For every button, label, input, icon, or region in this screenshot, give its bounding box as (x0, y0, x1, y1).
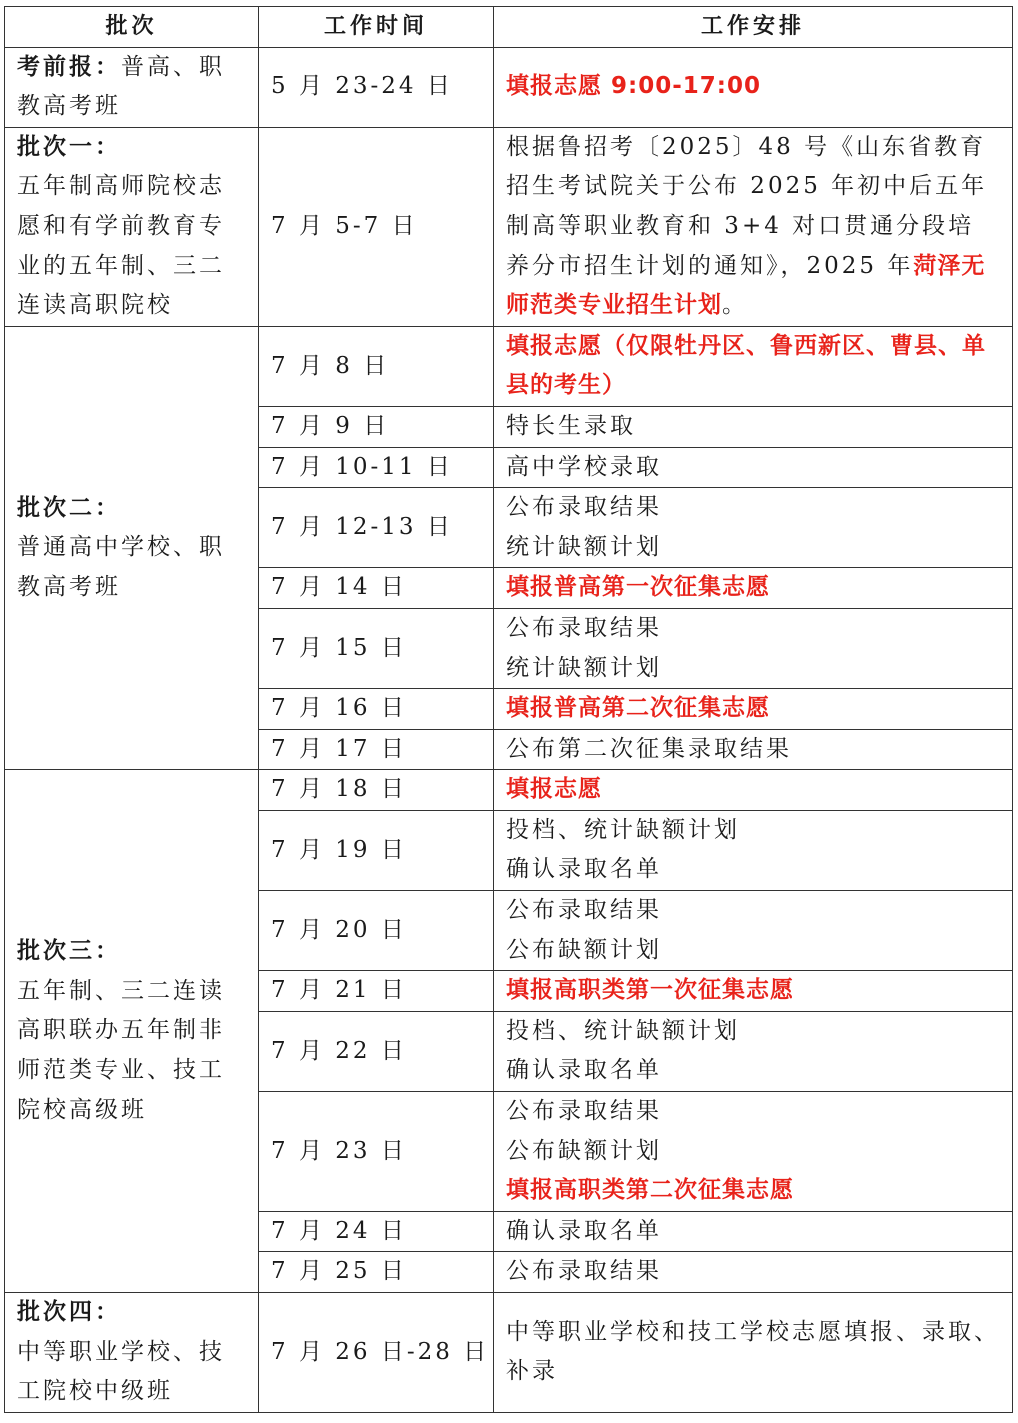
batch-title: 批次四： (17, 1299, 121, 1325)
time-cell: 7 月 20 日 (259, 891, 494, 971)
task-cell (494, 1092, 1013, 1212)
task-line: 投档、统计缺额计划 (506, 816, 740, 843)
batch-desc: 普通高中学校、职教高考班 (17, 534, 225, 600)
task-highlight: 填报志愿 9:00-17:00 (506, 73, 761, 100)
batch-title: 批次一： (17, 133, 121, 160)
task-line: 投档、统计缺额计划 (506, 1017, 740, 1044)
batch-cell-3 (5, 770, 259, 1293)
table-row (5, 770, 1013, 811)
header-batch: 批次 (5, 7, 259, 48)
time-cell: 7 月 18 日 (259, 770, 494, 811)
task-line: 确认录取名单 (506, 856, 662, 883)
table-row (5, 47, 1013, 127)
task-cell (494, 810, 1013, 890)
batch-title: 考前报： (17, 53, 121, 80)
time-cell: 7 月 26 日-28 日 (259, 1293, 494, 1413)
table-row (5, 326, 1013, 406)
batch-desc: 普高、职教高考班 (17, 53, 225, 120)
batch-cell-4 (5, 1293, 259, 1413)
task-cell: 中等职业学校和技工学校志愿填报、录取、补录 (494, 1293, 1013, 1413)
batch-desc: 中等职业学校、技工院校中级班 (17, 1338, 225, 1405)
batch-cell-1 (5, 127, 259, 326)
table-row (5, 1293, 1013, 1413)
header-arrangement: 工作安排 (494, 7, 1013, 48)
task-cell (494, 568, 1013, 609)
task-text-end: 。 (722, 292, 748, 319)
batch-title: 批次三： (17, 938, 121, 965)
task-cell: 公布录取结果 (494, 1252, 1013, 1293)
time-cell: 7 月 14 日 (259, 568, 494, 609)
task-highlight: 填报志愿 (506, 776, 602, 803)
time-cell: 5 月 23-24 日 (259, 47, 494, 127)
task-cell: 高中学校录取 (494, 447, 1013, 488)
task-line: 确认录取名单 (506, 1057, 662, 1084)
task-cell (494, 47, 1013, 127)
task-highlight: 填报普高第一次征集志愿 (506, 574, 770, 601)
task-cell (494, 689, 1013, 730)
task-line: 公布缺额计划 (506, 1137, 662, 1164)
task-cell (494, 127, 1013, 326)
task-line: 统计缺额计划 (506, 533, 662, 560)
task-cell (494, 770, 1013, 811)
time-cell: 7 月 25 日 (259, 1252, 494, 1293)
task-cell (494, 1011, 1013, 1091)
time-cell: 7 月 15 日 (259, 608, 494, 688)
task-cell (494, 971, 1013, 1012)
task-highlight: 填报高职类第二次征集志愿 (506, 1177, 794, 1204)
time-cell: 7 月 10-11 日 (259, 447, 494, 488)
task-text: 根据鲁招考〔2025〕48 号《山东省教育招生考试院关于公布 2025 年初中后五年制高等职业教育和 3+4 对口贯通分段培养分市招生计划的通知》，2025 年 (506, 133, 988, 279)
time-cell: 7 月 19 日 (259, 810, 494, 890)
batch-desc: 五年制高师院校志愿和有学前教育专业的五年制、三二连读高职院校 (17, 173, 225, 319)
task-highlight: 填报高职类第一次征集志愿 (506, 977, 794, 1004)
task-line: 公布录取结果 (506, 1098, 662, 1125)
task-line: 统计缺额计划 (506, 654, 662, 681)
task-highlight: 填报志愿（仅限牡丹区、鲁西新区、曹县、单县的考生） (506, 332, 986, 399)
time-cell: 7 月 21 日 (259, 971, 494, 1012)
batch-cell-pre (5, 47, 259, 127)
batch-title: 批次二： (17, 494, 121, 521)
time-cell: 7 月 24 日 (259, 1211, 494, 1252)
task-cell (494, 326, 1013, 406)
table-row (5, 127, 1013, 326)
task-cell (494, 608, 1013, 688)
time-cell: 7 月 17 日 (259, 729, 494, 770)
task-cell: 公布第二次征集录取结果 (494, 729, 1013, 770)
batch-cell-2 (5, 326, 259, 770)
enrollment-schedule-table (4, 6, 1013, 1413)
task-highlight: 菏泽无师范类专业招生计划 (506, 252, 986, 319)
table-header-row (5, 7, 1013, 48)
batch-desc: 五年制、三二连读高职联办五年制非师范类专业、技工院校高级班 (17, 977, 225, 1123)
time-cell: 7 月 12-13 日 (259, 488, 494, 568)
time-cell: 7 月 22 日 (259, 1011, 494, 1091)
task-cell: 特长生录取 (494, 406, 1013, 447)
time-cell: 7 月 23 日 (259, 1092, 494, 1212)
time-cell: 7 月 5-7 日 (259, 127, 494, 326)
time-cell: 7 月 16 日 (259, 689, 494, 730)
task-cell (494, 891, 1013, 971)
task-cell (494, 488, 1013, 568)
task-line: 公布录取结果 (506, 614, 662, 641)
task-line: 公布缺额计划 (506, 936, 662, 963)
task-highlight: 填报普高第二次征集志愿 (506, 695, 770, 722)
task-line: 公布录取结果 (506, 897, 662, 924)
time-cell: 7 月 8 日 (259, 326, 494, 406)
task-line: 公布录取结果 (506, 494, 662, 521)
time-cell: 7 月 9 日 (259, 406, 494, 447)
header-time: 工作时间 (259, 7, 494, 48)
task-cell: 确认录取名单 (494, 1211, 1013, 1252)
